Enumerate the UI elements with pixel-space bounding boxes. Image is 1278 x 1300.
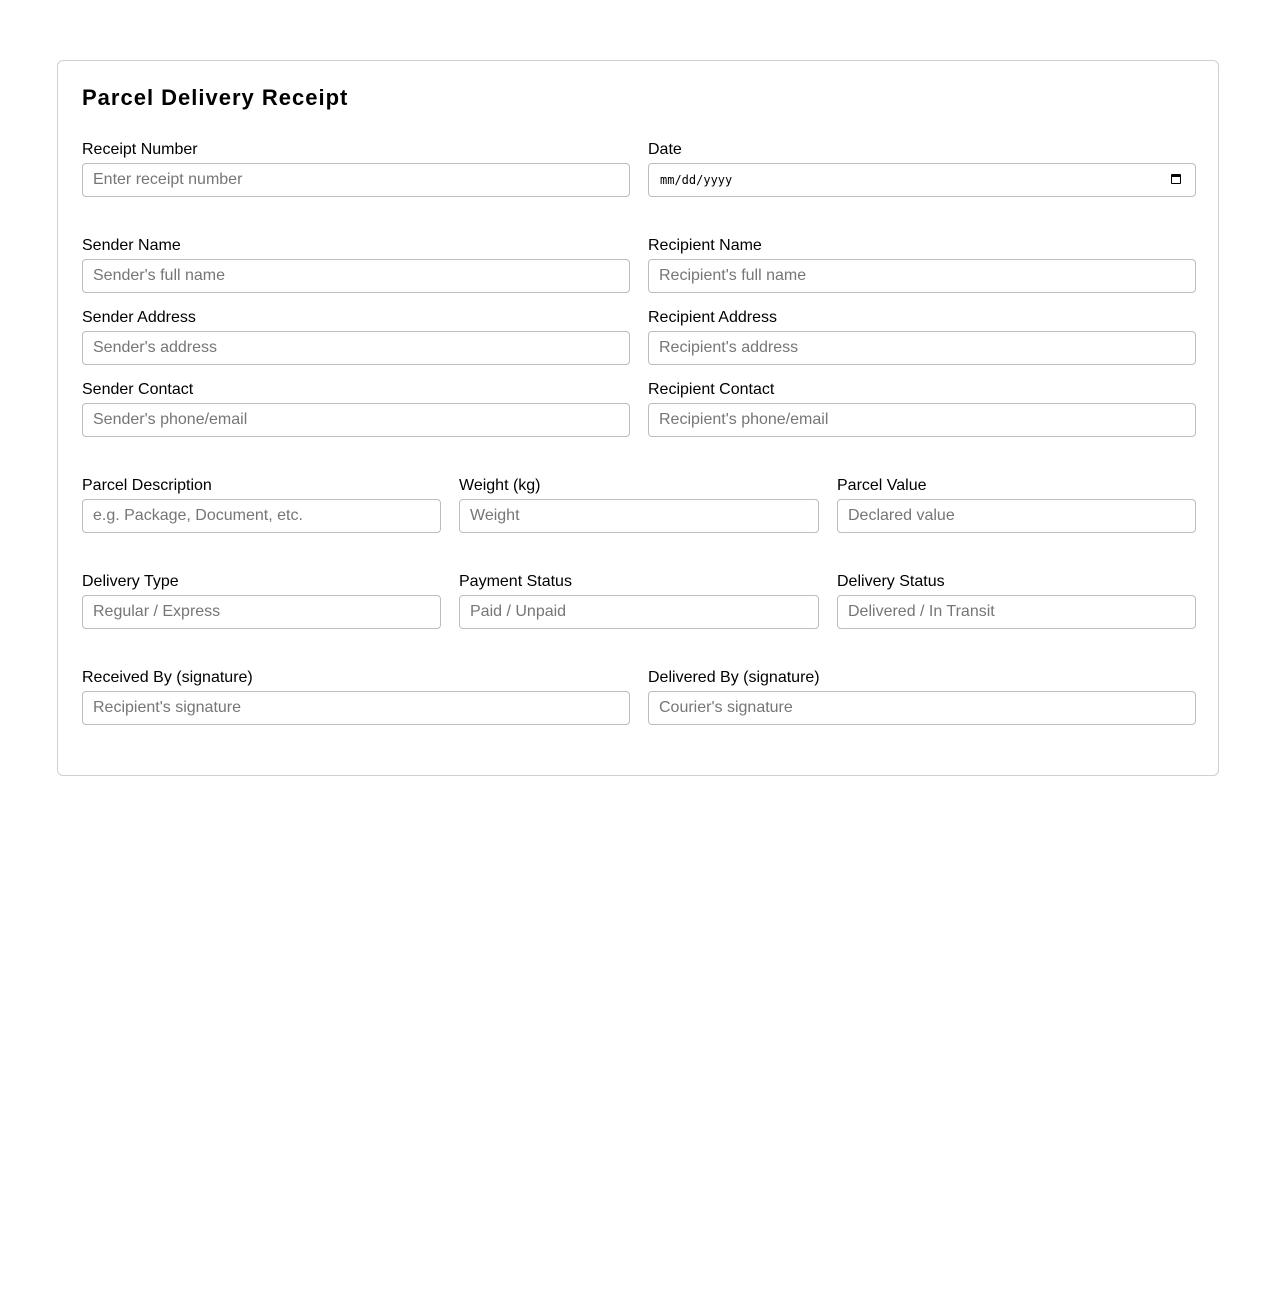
sender-name-input[interactable] xyxy=(82,259,630,293)
delivery-status-label: Delivery Status xyxy=(837,573,945,590)
recipient-contact-label: Recipient Contact xyxy=(648,381,775,398)
received-by-signature-input[interactable] xyxy=(82,691,630,725)
delivered-by-label: Delivered By (signature) xyxy=(648,669,820,686)
delivery-type-label: Delivery Type xyxy=(82,573,179,590)
date-group xyxy=(648,141,1196,197)
sender-address-group xyxy=(82,309,630,365)
weight-group xyxy=(459,477,819,533)
payment-status-group xyxy=(459,573,819,629)
receipt-number-input[interactable] xyxy=(82,163,630,197)
recipient-name-label: Recipient Name xyxy=(648,237,762,254)
recipient-name-group xyxy=(648,237,1196,293)
sender-address-input[interactable] xyxy=(82,331,630,365)
delivery-status-input[interactable] xyxy=(837,595,1196,629)
sender-contact-group xyxy=(82,381,630,437)
receipt-form-card xyxy=(57,60,1219,776)
parcel-description-group xyxy=(82,477,441,533)
delivered-by-signature-input[interactable] xyxy=(648,691,1196,725)
date-placeholder: mm/dd/yyyy xyxy=(660,173,733,187)
sender-name-group xyxy=(82,237,630,293)
delivery-status-group xyxy=(837,573,1196,629)
page-title: Parcel Delivery Receipt xyxy=(82,85,349,110)
calendar-icon[interactable] xyxy=(1171,174,1181,184)
delivery-type-input[interactable] xyxy=(82,595,441,629)
weight-label: Weight (kg) xyxy=(459,477,541,494)
date-label: Date xyxy=(648,141,682,158)
delivery-type-group xyxy=(82,573,441,629)
parcel-value-group xyxy=(837,477,1196,533)
parcel-value-input[interactable] xyxy=(837,499,1196,533)
sender-address-label: Sender Address xyxy=(82,309,196,326)
recipient-name-input[interactable] xyxy=(648,259,1196,293)
parcel-value-label: Parcel Value xyxy=(837,477,927,494)
sender-name-label: Sender Name xyxy=(82,237,181,254)
payment-status-input[interactable] xyxy=(459,595,819,629)
payment-status-label: Payment Status xyxy=(459,573,572,590)
parcel-description-label: Parcel Description xyxy=(82,477,212,494)
recipient-contact-group xyxy=(648,381,1196,437)
received-by-label: Received By (signature) xyxy=(82,669,253,686)
receipt-number-label: Receipt Number xyxy=(82,141,198,158)
parcel-description-input[interactable] xyxy=(82,499,441,533)
delivered-by-group xyxy=(648,669,1196,725)
received-by-group xyxy=(82,669,630,725)
recipient-address-input[interactable] xyxy=(648,331,1196,365)
weight-input[interactable] xyxy=(459,499,819,533)
recipient-address-group xyxy=(648,309,1196,365)
sender-contact-label: Sender Contact xyxy=(82,381,194,398)
date-input[interactable] xyxy=(648,163,1196,197)
recipient-address-label: Recipient Address xyxy=(648,309,777,326)
sender-contact-input[interactable] xyxy=(82,403,630,437)
receipt-number-group xyxy=(82,141,630,197)
recipient-contact-input[interactable] xyxy=(648,403,1196,437)
